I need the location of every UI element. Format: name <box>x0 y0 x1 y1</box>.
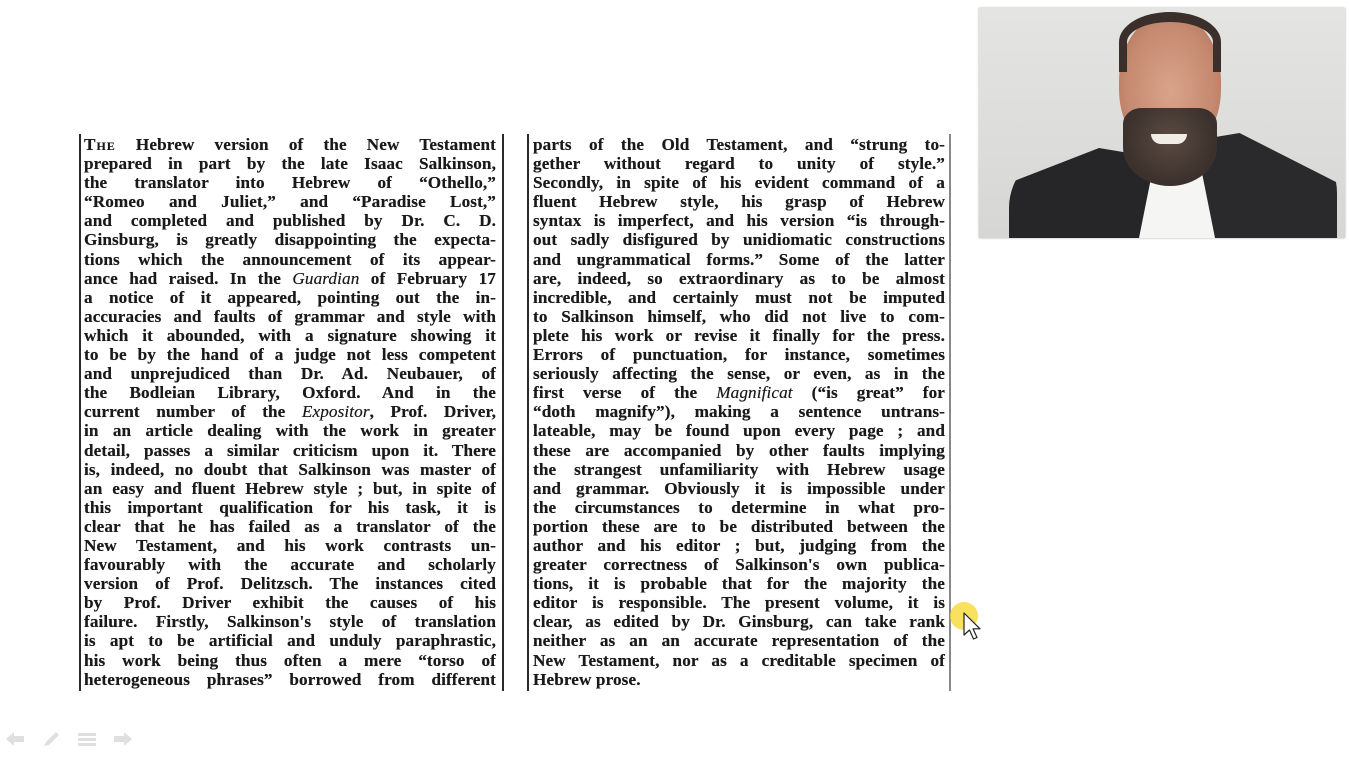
article-text-line: gether without regard to unity of style.” <box>533 154 945 174</box>
article-column-1 <box>84 135 496 689</box>
article-text-line: seriously affecting the sense, or even, as in the <box>533 364 945 384</box>
article-text-line: incredible, and certainly must not be imputed <box>533 287 945 307</box>
article-text-line: the strangest unfamiliarity with Hebrew usage <box>533 459 945 479</box>
article-text-line: accuracies and faults of grammar and style with <box>84 306 496 326</box>
article-text-line: Hebrew prose. <box>533 669 641 689</box>
article-text-line: New Testament, nor as a creditable specimen of <box>533 650 945 670</box>
article-text-line: are, indeed, so extraordinary as to be almost <box>533 268 945 288</box>
article-text-line: by Prof. Driver exhibit the causes of his <box>84 593 496 613</box>
presenter-smile <box>1151 134 1187 144</box>
article-text-line: “Romeo and Juliet,” and “Paradise Lost,” <box>84 192 496 212</box>
article-text-line: neither as an an accurate representation of the <box>533 631 945 651</box>
italic-title: Guardian <box>292 268 360 288</box>
article-text-line: a notice of it appeared, pointing out the in- <box>84 287 496 307</box>
article-text-line: the translator into Hebrew of “Othello,” <box>84 173 496 193</box>
article-text-line: Secondly, in spite of his evident command of a <box>533 173 945 193</box>
article-text-line: New Testament, and his work contrasts un- <box>84 535 496 555</box>
article-text-line: is, indeed, no doubt that Salkinson was master of <box>84 459 496 479</box>
article-text-line: clear, as edited by Dr. Ginsburg, can take rank <box>533 612 945 632</box>
article-text-line: heterogeneous phrases” borrowed from different <box>84 669 496 689</box>
presenter-webcam-video <box>979 8 1345 238</box>
article-text-line: favourably with the accurate and scholarly <box>84 555 496 575</box>
menu-icon <box>77 731 97 747</box>
article-text-line: Ginsburg, is greatly disappointing the expecta- <box>84 230 496 250</box>
line-text: Hebrew version of the New Testament <box>115 135 496 154</box>
article-text-line: Errors of punctuation, for instance, sometimes <box>533 345 945 365</box>
article-text-line: which it abounded, with a signature showing it <box>84 325 496 345</box>
article-text-line: editor is responsible. The present volume, it is <box>533 593 945 613</box>
article-text-line <box>84 269 496 288</box>
article-text-line: an easy and fluent Hebrew style ; but, in spite of <box>84 478 496 498</box>
article-text-line: the circumstances to determine in what pro- <box>533 497 945 517</box>
pen-tool-button[interactable] <box>40 730 62 748</box>
slide-menu-button[interactable] <box>76 730 98 748</box>
article-text-line: these are accompanied by other faults implying <box>533 440 945 460</box>
article-text-line: out sadly disfigured by unidiomatic constructions <box>533 230 945 250</box>
article-text-line: this important qualification for his task, it is <box>84 497 496 517</box>
article-text-line: and completed and published by Dr. C. D. <box>84 211 496 231</box>
article-text-line: in an article dealing with the work in greater <box>84 421 496 441</box>
article-text-line: failure. Firstly, Salkinson's style of translation <box>84 612 496 632</box>
next-slide-button[interactable] <box>112 730 134 748</box>
article-text-line: greater correctness of Salkinson's own publica- <box>533 555 945 575</box>
article-text-line <box>533 383 945 402</box>
line-text: first verse of the <box>533 383 717 403</box>
article-text-line <box>84 402 496 421</box>
article-text-line: to be by the hand of a judge not less competent <box>84 345 496 365</box>
presenter-beard <box>1123 108 1217 186</box>
newspaper-clipping <box>78 132 953 692</box>
article-text-line: tions, it is probable that for the majority the <box>533 574 945 594</box>
article-text-line: to Salkinson himself, who did not live to com- <box>533 306 945 326</box>
previous-slide-button[interactable] <box>4 730 26 748</box>
line-text: ance had raised. In the <box>84 268 293 288</box>
pen-icon <box>41 731 61 747</box>
line-text: , Prof. Driver, <box>369 402 496 422</box>
article-text-line: author and his editor ; but, judging from the <box>533 535 945 555</box>
article-text-line: fluent Hebrew style, his grasp of Hebrew <box>533 192 945 212</box>
previous-arrow-icon <box>5 731 25 747</box>
mouse-cursor-icon <box>963 612 983 642</box>
article-text-line: syntax is imperfect, and his version “is through- <box>533 211 945 231</box>
line-text: of February 17 <box>359 268 496 288</box>
article-text-line: and ungrammatical forms.” Some of the latter <box>533 249 945 269</box>
article-text-line: and unprejudiced than Dr. Ad. Neubauer, of <box>84 364 496 384</box>
article-text-line: is apt to be artificial and unduly paraphrastic, <box>84 631 496 651</box>
dropcap-word: The <box>84 135 116 154</box>
article-text-line: lateable, may be found upon every page ; and <box>533 421 945 441</box>
column-rule-left <box>79 134 81 691</box>
article-text-line: prepared in part by the late Isaac Salkinson, <box>84 154 496 174</box>
italic-title: Expositor <box>301 402 370 422</box>
italic-title: Magnificat <box>716 383 793 403</box>
column-rule-middle-2 <box>527 134 529 691</box>
article-column-2 <box>533 135 945 689</box>
line-text: current number of the <box>84 402 302 422</box>
next-arrow-icon <box>113 731 133 747</box>
article-text-line: his work being thus often a mere “torso of <box>84 650 496 670</box>
slideshow-nav-controls <box>4 730 134 748</box>
article-text-line: “doth magnify”), making a sentence untrans- <box>533 402 945 422</box>
article-text-line: detail, passes a similar criticism upon it. There <box>84 440 496 460</box>
article-text-line: clear that he has failed as a translator of the <box>84 516 496 536</box>
article-text-line: and grammar. Obviously it is impossible under <box>533 478 945 498</box>
presenter-hair <box>1119 12 1221 72</box>
article-text-line: tions which the announcement of its appear- <box>84 249 496 269</box>
article-text-line: portion these are to be distributed between the <box>533 516 945 536</box>
line-text: (“is great” for <box>792 383 946 403</box>
article-text-line: parts of the Old Testament, and “strung to- <box>533 135 945 154</box>
column-rule-middle-1 <box>502 134 504 691</box>
article-text-line: version of Prof. Delitzsch. The instances cited <box>84 574 496 594</box>
column-rule-right <box>949 134 951 691</box>
article-text-line <box>84 135 496 154</box>
article-text-line: the Bodleian Library, Oxford. And in the <box>84 383 496 403</box>
article-text-line: plete his work or revise it finally for the press. <box>533 325 945 345</box>
